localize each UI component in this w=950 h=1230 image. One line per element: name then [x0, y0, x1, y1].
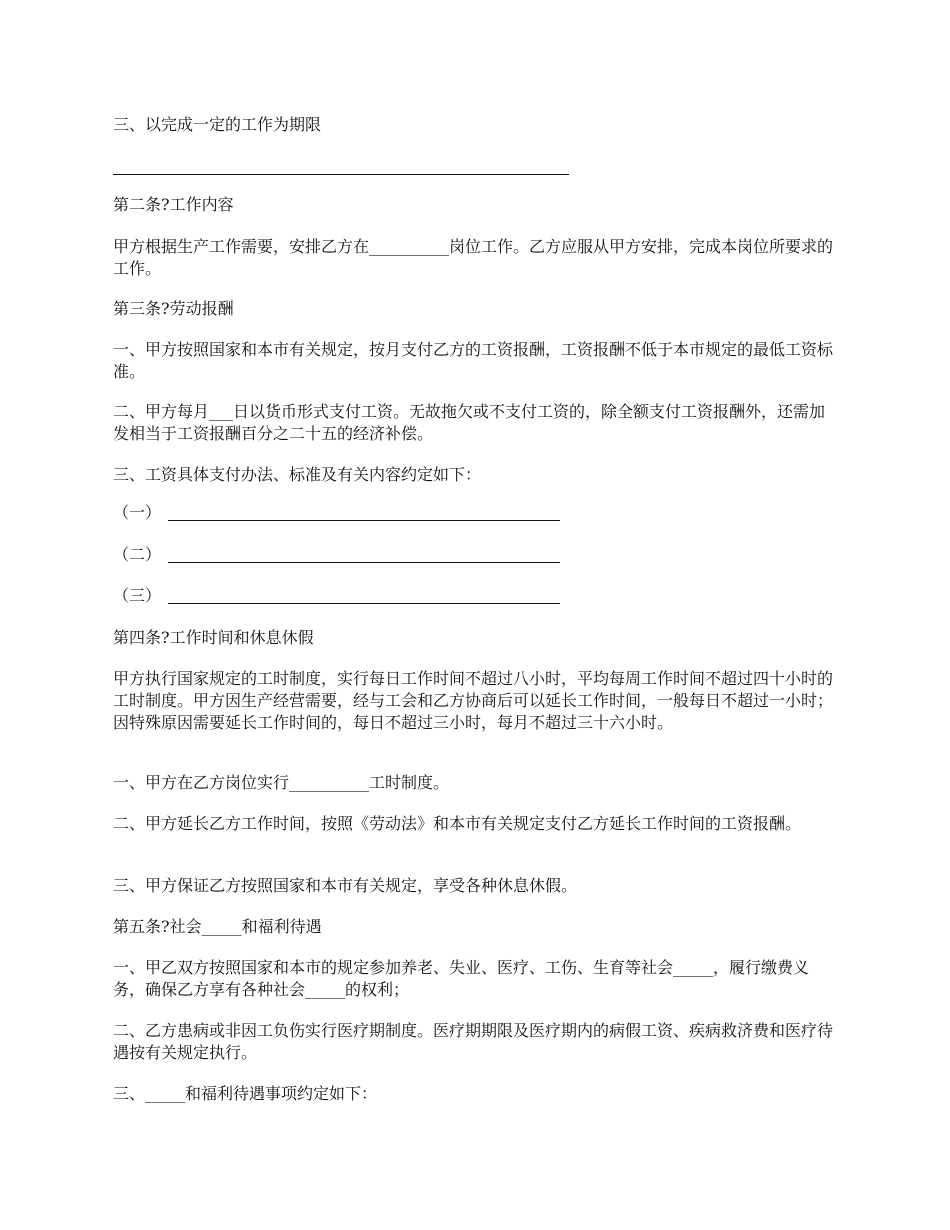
pay-item-1 — [113, 502, 161, 524]
heading-article-4: 第四条?工作时间和休息休假 — [113, 628, 314, 647]
paragraph-pay-3: 三、工资具体支付办法、标准及有关内容约定如下： — [113, 465, 482, 484]
paragraph-pay-2: 二、甲方每月___日以货币形式支付工资。无故拖欠或不支付工资的，除全额支付工资报酬外，还需加发相当于工资报酬百分之二十五的经济补偿。 — [113, 402, 826, 443]
pay-item-label: （二） — [113, 545, 162, 564]
pay-item-label: （三） — [113, 586, 162, 605]
blank-line — [168, 562, 560, 563]
pay-item-label: （一） — [113, 503, 162, 522]
blank-line — [168, 520, 560, 521]
paragraph-hours-2: 二、甲方延长乙方工作时间，按照《劳动法》和本市有关规定支付乙方延长工作时间的工资报酬。 — [113, 814, 802, 833]
paragraph-welfare-1: 一、甲乙双方按照国家和本市的规定参加养老、失业、医疗、工伤、生育等社会_____，履行缴费义务，确保乙方享有各种社会_____的权利； — [113, 958, 810, 999]
paragraph-welfare-2: 二、乙方患病或非因工负伤实行医疗期制度。医疗期期限及医疗期内的病假工资、疾病救济费和医疗待遇按有关规定执行。 — [113, 1021, 834, 1062]
heading-article-2: 第二条?工作内容 — [113, 195, 234, 214]
heading-article-5: 第五条?社会_____和福利待遇 — [113, 917, 322, 936]
heading-article-3: 第三条?劳动报酬 — [113, 299, 234, 318]
paragraph-job-content: 甲方根据生产工作需要，安排乙方在__________岗位工作。乙方应服从甲方安排，完成本岗位所要求的工作。 — [113, 237, 834, 278]
paragraph-work-hours: 甲方执行国家规定的工时制度，实行每日工作时间不超过八小时，平均每周工作时间不超过四十小时的工时制度。甲方因生产经营需要，经与工会和乙方协商后可以延长工作时间，一般每日不超过一小时；因特殊原因需要延长工作时间的，每日不超过三小时，每月不超过三十六小时。 — [113, 669, 834, 732]
paragraph-pay-1: 一、甲方按照国家和本市有关规定，按月支付乙方的工资报酬，工资报酬不低于本市规定的最低工资标准。 — [113, 340, 834, 381]
pay-item-3 — [113, 585, 161, 607]
paragraph-welfare-3: 三、_____和福利待遇事项约定如下： — [113, 1084, 378, 1103]
paragraph-hours-3: 三、甲方保证乙方按照国家和本市有关规定，享受各种休息休假。 — [113, 876, 578, 895]
paragraph-hours-1: 一、甲方在乙方岗位实行__________工时制度。 — [113, 773, 450, 792]
paragraph-term-completion: 三、以完成一定的工作为期限 — [113, 115, 322, 134]
blank-line — [113, 174, 569, 175]
pay-item-2 — [113, 544, 161, 566]
blank-line — [168, 603, 560, 604]
